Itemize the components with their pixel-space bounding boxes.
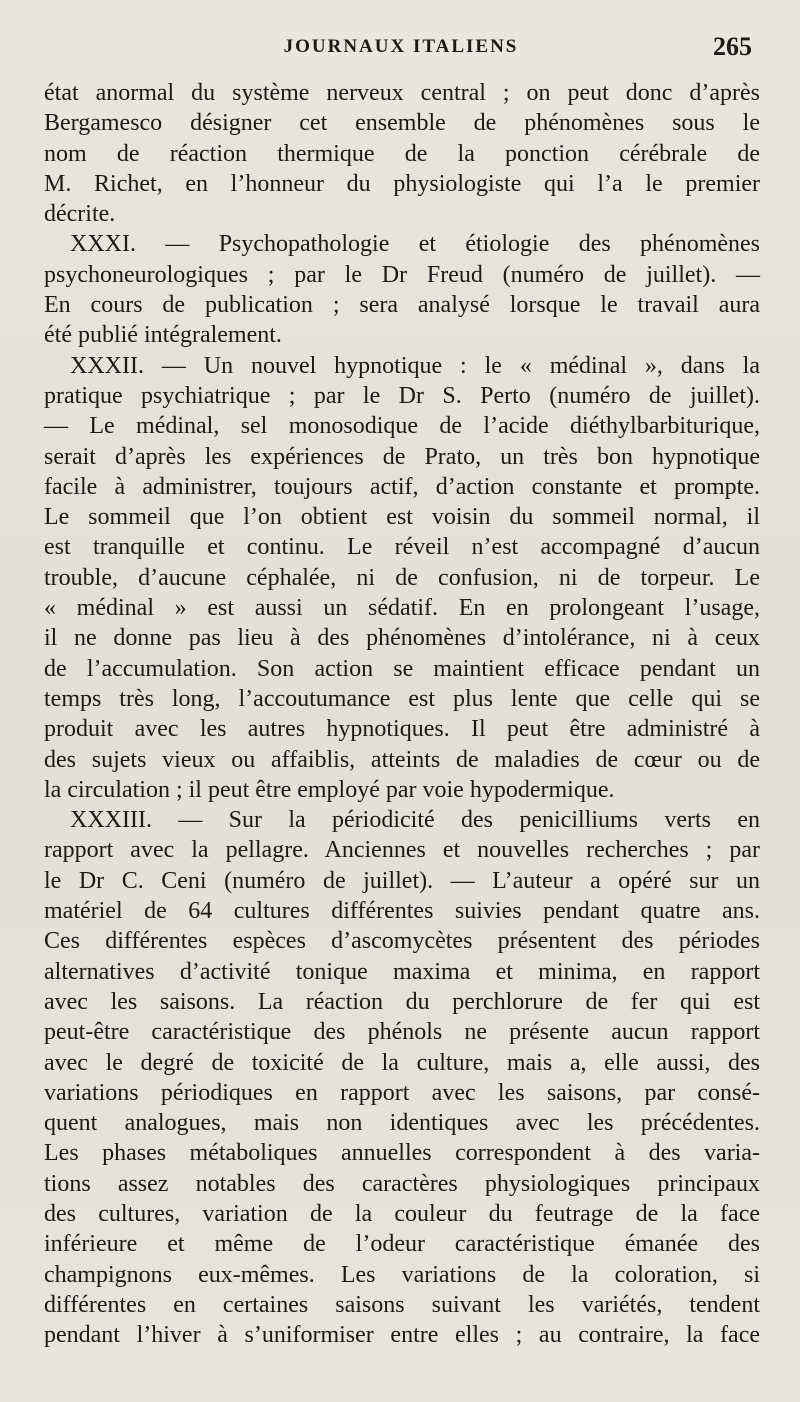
- text-line: avec les saisons. La réaction du perchlorure de fer qui est: [44, 988, 760, 1015]
- text-line: Le sommeil que l’on obtient est voisin du sommeil normal, il: [44, 504, 760, 531]
- text-line: pendant l’hiver à s’uniformiser entre elles ; au contraire, la face: [44, 1322, 760, 1349]
- text-line: le Dr C. Ceni (numéro de juillet). — L’auteur a opéré sur un: [44, 867, 760, 894]
- section-heading-xxxii: XXXII. — Un nouvel hypnotique : le « médinal », dans la: [70, 352, 760, 379]
- text-line: serait d’après les expériences de Prato, un très bon hypnotique: [44, 443, 760, 470]
- text-line: avec le degré de toxicité de la culture, mais a, elle aussi, des: [44, 1049, 760, 1076]
- text-line: rapport avec la pellagre. Anciennes et nouvelles recherches ; par: [44, 837, 760, 864]
- text-line: de l’accumulation. Son action se maintient efficace pendant un: [44, 655, 760, 682]
- text-line: champignons eux-mêmes. Les variations de la coloration, si: [44, 1261, 760, 1288]
- text-line: tions assez notables des caractères physiologiques principaux: [44, 1170, 760, 1197]
- running-title: JOURNAUX ITALIENS: [283, 36, 519, 57]
- text-line: la circulation ; il peut être employé par voie hypodermique.: [44, 776, 615, 803]
- text-line: Bergamesco désigner cet ensemble de phénomènes sous le: [44, 110, 760, 137]
- text-line: temps très long, l’accoutumance est plus lente que celle qui se: [44, 685, 760, 712]
- text-line: différentes en certaines saisons suivant les variétés, tendent: [44, 1291, 760, 1318]
- section-heading-xxxi: XXXI. — Psychopathologie et étiologie des phénomènes: [70, 231, 760, 258]
- text-line: trouble, d’aucune céphalée, ni de confusion, ni de torpeur. Le: [44, 564, 760, 591]
- body-text: [44, 78, 760, 1350]
- page-header: [46, 32, 756, 72]
- text-line: — Le médinal, sel monosodique de l’acide diéthylbarbiturique,: [44, 413, 760, 440]
- text-line: des sujets vieux ou affaiblis, atteints de maladies de cœur ou de: [44, 746, 760, 773]
- text-line: matériel de 64 cultures différentes suivies pendant quatre ans.: [44, 898, 760, 925]
- section-heading-xxxiii: XXXIII. — Sur la périodicité des penicilliums verts en: [70, 807, 760, 834]
- text-line: est tranquille et continu. Le réveil n’est accompagné d’aucun: [44, 534, 760, 561]
- page-number: 265: [713, 32, 752, 61]
- text-line: des cultures, variation de la couleur du feutrage de la face: [44, 1200, 760, 1227]
- text-line: M. Richet, en l’honneur du physiologiste qui l’a le premier: [44, 170, 760, 197]
- text-line: psychoneurologiques ; par le Dr Freud (numéro de juillet). —: [44, 261, 760, 288]
- text-line: Ces différentes espèces d’ascomycètes présentent des périodes: [44, 928, 760, 955]
- text-line: En cours de publication ; sera analysé lorsque le travail aura: [44, 292, 760, 319]
- text-line: inférieure et même de l’odeur caractéristique émanée des: [44, 1231, 760, 1258]
- text-line: pratique psychiatrique ; par le Dr S. Perto (numéro de juillet).: [44, 382, 760, 409]
- text-line: produit avec les autres hypnotiques. Il peut être administré à: [44, 716, 760, 743]
- text-line: il ne donne pas lieu à des phénomènes d’intolérance, ni à ceux: [44, 625, 760, 652]
- text-line: décrite.: [44, 201, 116, 228]
- text-line: quent analogues, mais non identiques avec les précédentes.: [44, 1110, 760, 1137]
- text-line: « médinal » est aussi un sédatif. En en prolongeant l’usage,: [44, 595, 760, 622]
- text-line: été publié intégralement.: [44, 322, 282, 349]
- text-line: peut-être caractéristique des phénols ne présente aucun rapport: [44, 1019, 760, 1046]
- text-line: variations périodiques en rapport avec les saisons, par consé-: [44, 1079, 760, 1106]
- text-line: nom de réaction thermique de la ponction cérébrale de: [44, 140, 760, 167]
- text-line: alternatives d’activité tonique maxima et minima, en rapport: [44, 958, 760, 985]
- text-line: facile à administrer, toujours actif, d’action constante et prompte.: [44, 473, 760, 500]
- text-line: Les phases métaboliques annuelles correspondent à des varia-: [44, 1140, 760, 1167]
- text-line: état anormal du système nerveux central ; on peut donc d’après: [44, 80, 760, 106]
